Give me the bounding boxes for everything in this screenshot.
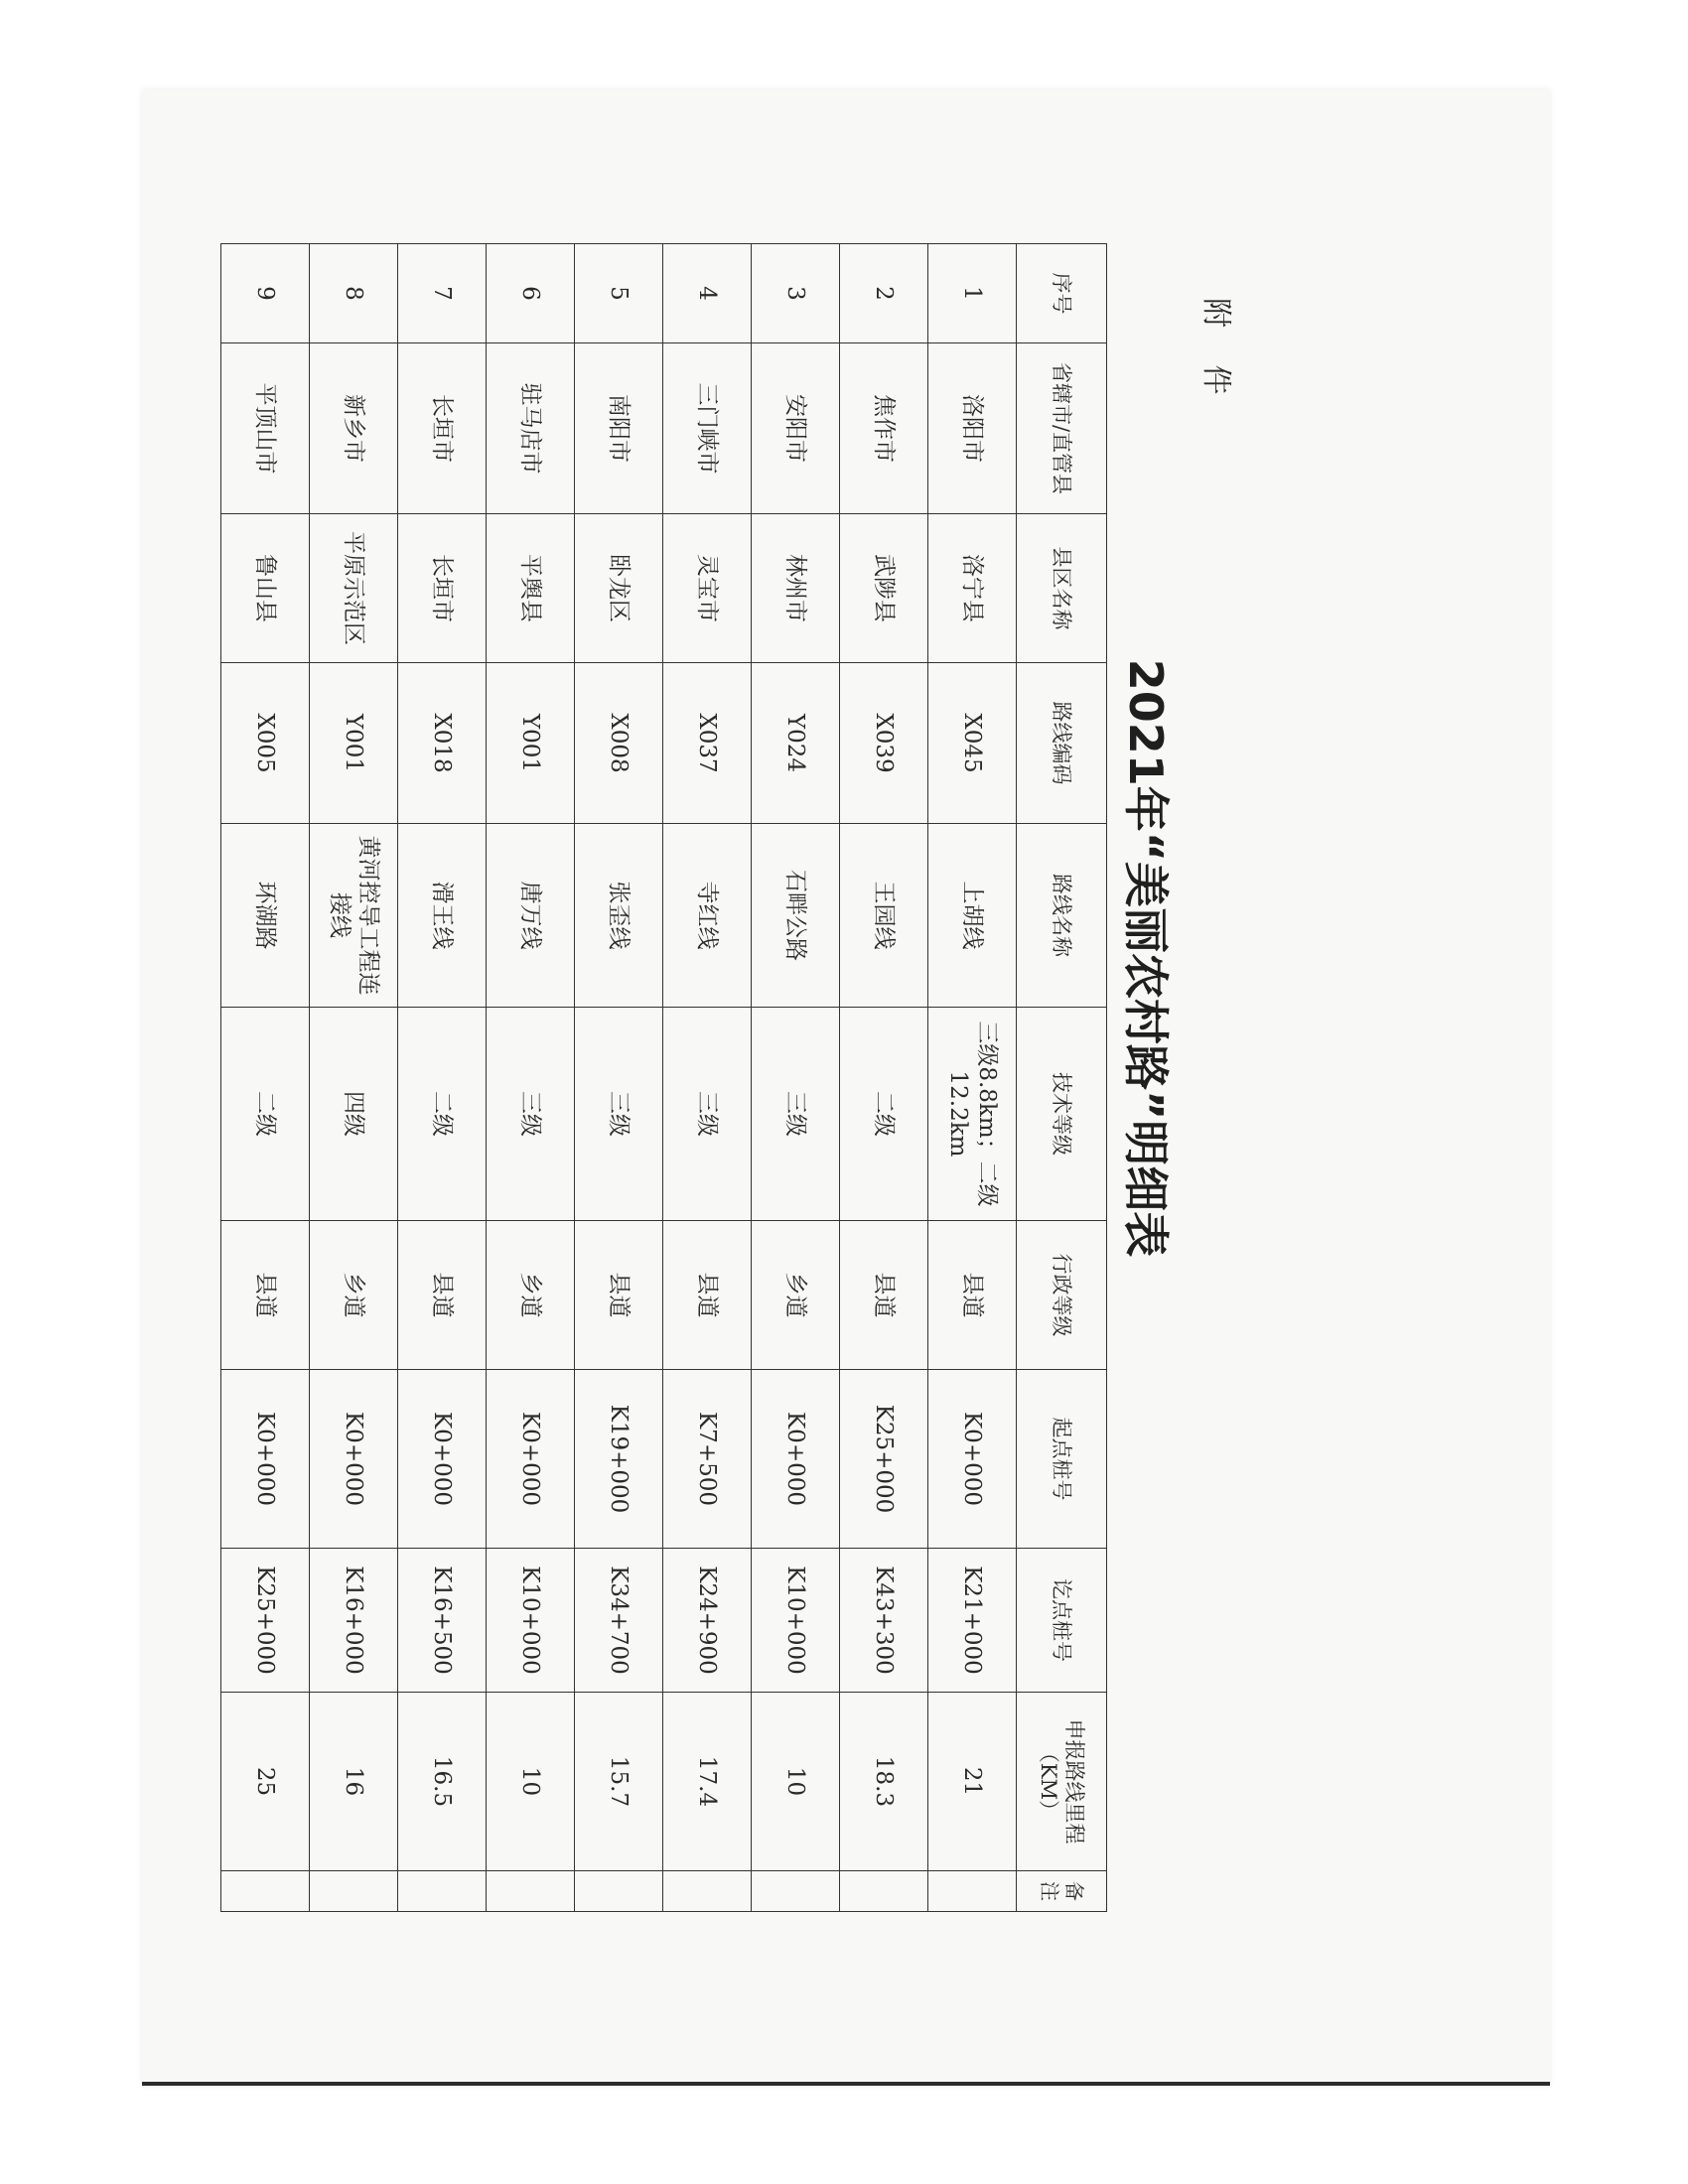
cell-route-name: 王园线 (840, 824, 928, 1008)
cell-route-name: 张歪线 (575, 824, 663, 1008)
cell-note (221, 1871, 310, 1912)
cell-note (487, 1871, 575, 1912)
cell-route-code: X008 (575, 663, 663, 824)
cell-county: 洛宁县 (928, 514, 1017, 663)
cell-start-stake: K19+000 (575, 1370, 663, 1549)
cell-admin-grade: 乡道 (487, 1221, 575, 1370)
cell-tech-grade: 三级 (663, 1008, 752, 1221)
cell-city: 南阳市 (575, 343, 663, 514)
header-county: 县区名称 (1017, 514, 1107, 663)
cell-route-name: 上胡线 (928, 824, 1017, 1008)
cell-start-stake: K0+000 (487, 1370, 575, 1549)
cell-note (310, 1871, 398, 1912)
cell-admin-grade: 县道 (928, 1221, 1017, 1370)
cell-seq: 5 (575, 244, 663, 343)
cell-end-stake: K24+900 (663, 1549, 752, 1693)
cell-city: 洛阳市 (928, 343, 1017, 514)
cell-route-name: 石畔公路 (752, 824, 840, 1008)
cell-seq: 1 (928, 244, 1017, 343)
header-tech-grade: 技术等级 (1017, 1008, 1107, 1221)
cell-admin-grade: 乡道 (752, 1221, 840, 1370)
cell-end-stake: K25+000 (221, 1549, 310, 1693)
cell-route-name: 寺红线 (663, 824, 752, 1008)
road-detail-table (220, 243, 1107, 1912)
cell-route-code: Y001 (487, 663, 575, 824)
cell-tech-grade: 三级8.8km；二级12.2km (928, 1008, 1017, 1221)
cell-note (663, 1871, 752, 1912)
cell-admin-grade: 县道 (398, 1221, 487, 1370)
cell-city: 焦作市 (840, 343, 928, 514)
table-row (310, 244, 398, 1912)
cell-tech-grade: 四级 (310, 1008, 398, 1221)
cell-note (575, 1871, 663, 1912)
table-row (487, 244, 575, 1912)
cell-end-stake: K16+000 (310, 1549, 398, 1693)
cell-county: 鲁山县 (221, 514, 310, 663)
table-row (575, 244, 663, 1912)
cell-city: 三门峡市 (663, 343, 752, 514)
cell-end-stake: K21+000 (928, 1549, 1017, 1693)
cell-county: 灵宝市 (663, 514, 752, 663)
cell-seq: 8 (310, 244, 398, 343)
cell-county: 平原示范区 (310, 514, 398, 663)
cell-county: 长垣市 (398, 514, 487, 663)
cell-admin-grade: 县道 (663, 1221, 752, 1370)
cell-seq: 7 (398, 244, 487, 343)
cell-note (752, 1871, 840, 1912)
cell-tech-grade: 三级 (487, 1008, 575, 1221)
cell-seq: 6 (487, 244, 575, 343)
header-end-stake: 讫点桩号 (1017, 1549, 1107, 1693)
header-route-code: 路线编码 (1017, 663, 1107, 824)
cell-note (398, 1871, 487, 1912)
header-note: 备注 (1017, 1871, 1107, 1912)
cell-end-stake: K34+700 (575, 1549, 663, 1693)
cell-city: 长垣市 (398, 343, 487, 514)
table-row (398, 244, 487, 1912)
header-route-name: 路线名称 (1017, 824, 1107, 1008)
cell-note (928, 1871, 1017, 1912)
document-title: 2021年“美丽农村路”明细表 (1119, 658, 1173, 1258)
cell-admin-grade: 县道 (840, 1221, 928, 1370)
cell-seq: 2 (840, 244, 928, 343)
table-row (752, 244, 840, 1912)
cell-admin-grade: 乡道 (310, 1221, 398, 1370)
header-start-stake: 起点桩号 (1017, 1370, 1107, 1549)
table-row (840, 244, 928, 1912)
cell-length: 10 (752, 1693, 840, 1871)
cell-end-stake: K43+300 (840, 1549, 928, 1693)
cell-start-stake: K0+000 (221, 1370, 310, 1549)
cell-start-stake: K0+000 (310, 1370, 398, 1549)
table-row (928, 244, 1017, 1912)
cell-tech-grade: 二级 (398, 1008, 487, 1221)
attachment-label: 附 件 (1198, 298, 1233, 409)
cell-start-stake: K7+500 (663, 1370, 752, 1549)
header-city: 省辖市/直管县 (1017, 343, 1107, 514)
cell-route-code: X037 (663, 663, 752, 824)
cell-route-code: X039 (840, 663, 928, 824)
cell-length: 21 (928, 1693, 1017, 1871)
cell-seq: 3 (752, 244, 840, 343)
cell-length: 25 (221, 1693, 310, 1871)
cell-tech-grade: 二级 (221, 1008, 310, 1221)
cell-city: 安阳市 (752, 343, 840, 514)
cell-note (840, 1871, 928, 1912)
cell-route-name: 环湖路 (221, 824, 310, 1008)
cell-county: 林州市 (752, 514, 840, 663)
header-seq: 序号 (1017, 244, 1107, 343)
cell-length: 15.7 (575, 1693, 663, 1871)
cell-city: 新乡市 (310, 343, 398, 514)
cell-tech-grade: 三级 (752, 1008, 840, 1221)
cell-route-code: Y001 (310, 663, 398, 824)
cell-start-stake: K0+000 (928, 1370, 1017, 1549)
cell-route-code: Y024 (752, 663, 840, 824)
cell-route-code: X018 (398, 663, 487, 824)
cell-admin-grade: 县道 (575, 1221, 663, 1370)
table-header-row (1017, 244, 1107, 1912)
cell-route-name: 黄河控导工程连接线 (310, 824, 398, 1008)
cell-start-stake: K0+000 (752, 1370, 840, 1549)
cell-length: 17.4 (663, 1693, 752, 1871)
cell-route-name: 滑王线 (398, 824, 487, 1008)
cell-route-name: 唐万线 (487, 824, 575, 1008)
cell-city: 驻马店市 (487, 343, 575, 514)
cell-length: 16.5 (398, 1693, 487, 1871)
cell-city: 平顶山市 (221, 343, 310, 514)
cell-end-stake: K10+000 (487, 1549, 575, 1693)
table-row (663, 244, 752, 1912)
cell-seq: 9 (221, 244, 310, 343)
cell-county: 平舆县 (487, 514, 575, 663)
cell-length: 18.3 (840, 1693, 928, 1871)
cell-end-stake: K16+500 (398, 1549, 487, 1693)
cell-tech-grade: 二级 (840, 1008, 928, 1221)
cell-length: 16 (310, 1693, 398, 1871)
header-admin-grade: 行政等级 (1017, 1221, 1107, 1370)
cell-start-stake: K0+000 (398, 1370, 487, 1549)
cell-county: 卧龙区 (575, 514, 663, 663)
cell-admin-grade: 县道 (221, 1221, 310, 1370)
cell-county: 武陟县 (840, 514, 928, 663)
cell-route-code: X005 (221, 663, 310, 824)
cell-seq: 4 (663, 244, 752, 343)
cell-length: 10 (487, 1693, 575, 1871)
rotated-document (179, 243, 1241, 1931)
cell-route-code: X045 (928, 663, 1017, 824)
cell-start-stake: K25+000 (840, 1370, 928, 1549)
header-length: 申报路线里程（KM） (1017, 1693, 1107, 1871)
cell-end-stake: K10+000 (752, 1549, 840, 1693)
cell-tech-grade: 三级 (575, 1008, 663, 1221)
table-row (221, 244, 310, 1912)
